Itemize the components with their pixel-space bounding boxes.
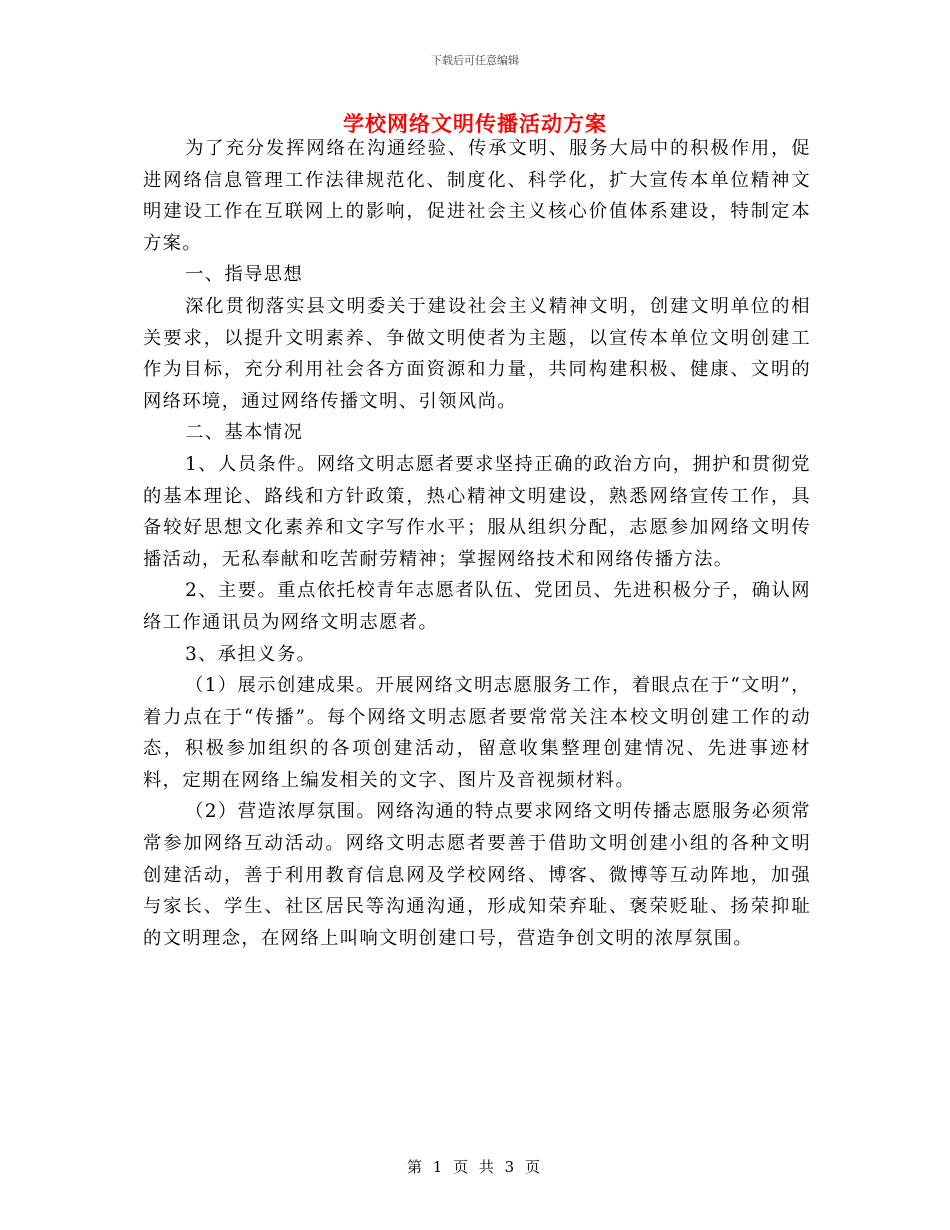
- document-title: 学校网络文明传播活动方案: [343, 111, 607, 136]
- obligation-item-1: （1）展示创建成果。开展网络文明志愿服务工作，着眼点在于“文明”，着力点在于“传播”。每个网络文明志愿者要常常关注本校文明创建工作的动态，积极参加组织的各项创建活动，留意收集整理创建情况、先进事迹材料，定期在网络上编发相关的文字、图片及音视频材料。: [143, 675, 811, 791]
- personnel-conditions-paragraph: 1、人员条件。网络文明志愿者要求坚持正确的政治方向，拥护和贯彻党的基本理论、路线和方针政策，热心精神文明建设，熟悉网络宣传工作，具备较好思想文化素养和文字写作水平；服从组织分配，志愿参加网络文明传播活动，无私奉献和吃苦耐劳精神；掌握网络技术和网络传播方法。: [143, 453, 811, 570]
- obligations-heading: 3、承担义务。: [185, 643, 317, 665]
- header-note: 下载后可任意编辑: [431, 54, 519, 67]
- main-paragraph: 2、主要。重点依托校青年志愿者队伍、党团员、先进积极分子，确认网络工作通讯员为网络文明志愿者。: [143, 580, 811, 633]
- document-body: [143, 133, 811, 954]
- obligation-item-2: （2）营造浓厚氛围。网络沟通的特点要求网络文明传播志愿服务必须常常参加网络互动活动。网络文明志愿者要善于借助文明创建小组的各种文明创建活动，善于利用教育信息网及学校网络、博客、微博等互动阵地，加强与家长、学生、社区居民等沟通沟通，形成知荣弃耻、褒荣贬耻、扬荣抑耻的文明理念，在网络上叫响文明创建口号，营造争创文明的浓厚氛围。: [143, 801, 811, 949]
- section-heading-guiding-ideology: 一、指导思想: [185, 264, 304, 286]
- page-footer: 第 1 页 共 3 页: [407, 1158, 543, 1176]
- section-heading-basic-situation: 二、基本情况: [185, 422, 304, 444]
- guiding-ideology-paragraph: 深化贯彻落实县文明委关于建设社会主义精神文明，创建文明单位的相关要求，以提升文明素养、争做文明使者为主题，以宣传本单位文明创建工作为目标，充分利用社会各方面资源和力量，共同构建积极、健康、文明的网络环境，通过网络传播文明、引领风尚。: [143, 295, 811, 412]
- intro-paragraph: 为了充分发挥网络在沟通经验、传承文明、服务大局中的积极作用，促进网络信息管理工作法律规范化、制度化、科学化，扩大宣传本单位精神文明建设工作在互联网上的影响，促进社会主义核心价值体系建设，特制定本方案。: [143, 138, 811, 254]
